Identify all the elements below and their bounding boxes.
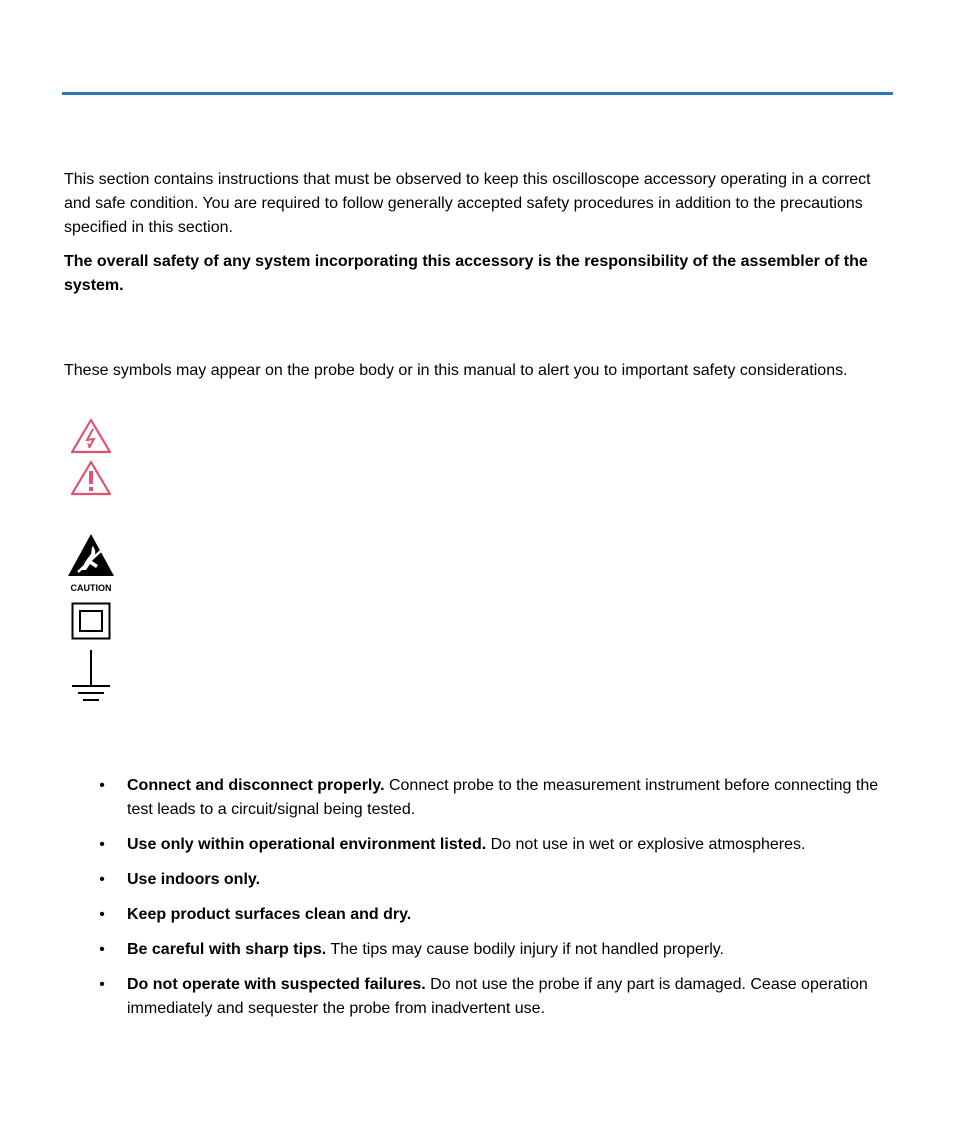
- high-voltage-warning-icon: [70, 418, 112, 454]
- bullet-icon: •: [99, 906, 105, 923]
- bullet-icon: •: [99, 976, 105, 993]
- list-item: [96, 973, 896, 1021]
- esd-caution-label: CAUTION: [70, 583, 112, 593]
- esd-caution-icon: [64, 532, 118, 593]
- intro-paragraph: This section contains instructions that must be observed to keep this oscilloscope accessory operating in a correct and safe condition. You are required to follow generally accepted safety procedures in addition to the precautions specified in this section.: [64, 171, 871, 236]
- precaution-text: The tips may cause bodily injury if not handled properly.: [326, 941, 724, 958]
- list-item: [96, 868, 896, 892]
- precaution-title: Do not operate with suspected failures.: [127, 976, 426, 993]
- precautions-list: [96, 774, 896, 1032]
- bullet-icon: •: [99, 777, 105, 794]
- precaution-title: Keep product surfaces clean and dry.: [127, 906, 412, 923]
- precaution-title: Use only within operational environment listed.: [127, 836, 487, 853]
- precaution-text: Connect probe to the measurement instrument before connecting the test leads to a circuit/signal being tested.: [127, 777, 879, 818]
- precaution-title: Be careful with sharp tips.: [127, 941, 327, 958]
- bullet-icon: •: [99, 836, 105, 853]
- symbols-intro: These symbols may appear on the probe body or in this manual to alert you to important safety considerations.: [64, 362, 848, 379]
- list-item: [96, 774, 896, 822]
- bullet-icon: •: [99, 941, 105, 958]
- caution-exclamation-icon: [70, 460, 112, 496]
- list-item: [96, 938, 896, 962]
- bullet-icon: •: [99, 871, 105, 888]
- precaution-text: Do not use in wet or explosive atmospheres.: [486, 836, 806, 853]
- precaution-title: Connect and disconnect properly.: [127, 777, 385, 794]
- precaution-title: Use indoors only.: [127, 871, 261, 888]
- header-rule: [62, 92, 893, 95]
- double-insulation-icon: [71, 602, 111, 640]
- safety-responsibility-note: The overall safety of any system incorporating this accessory is the responsibility of the assembler of the system.: [64, 253, 868, 294]
- list-item: [96, 833, 896, 857]
- list-item: [96, 903, 896, 927]
- precaution-text: Do not use the probe if any part is damaged. Cease operation immediately and sequester the probe from inadvertent use.: [127, 976, 868, 1017]
- earth-ground-icon: [70, 648, 112, 704]
- esd-triangle-icon: [64, 532, 118, 578]
